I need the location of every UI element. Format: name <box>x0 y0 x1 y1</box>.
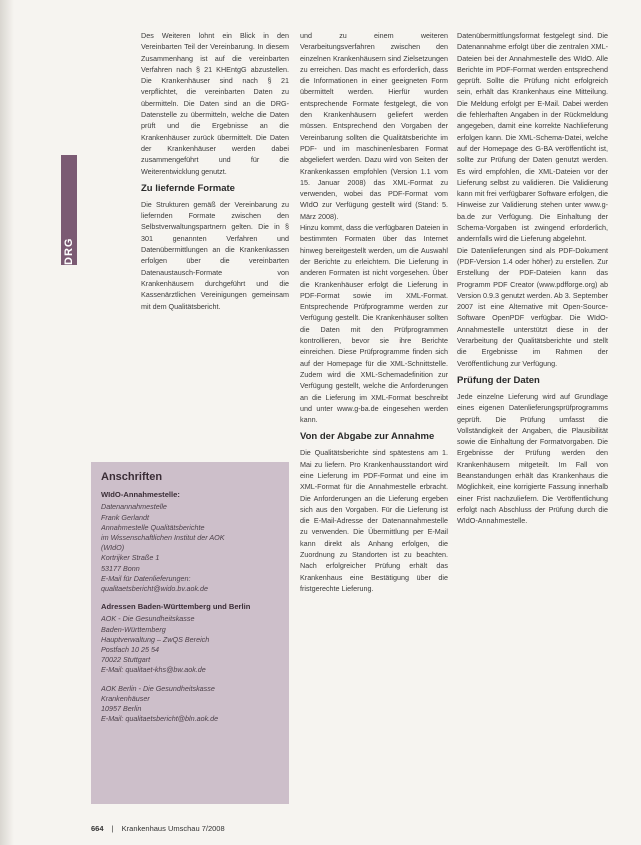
paragraph: Die Datenlieferungen sind als PDF-Dokument (PDF-Version 1.4 oder höher) zu erstellen. Zur Erstellung der PDF-Dateien kann das Programm PDF Creator (www.pdfforge.org) ab Version 0.9.3 genutzt werden. Ab 3. September 2007 ist eine Alternative mit Open-Source-Software OpenPDF verfügbar. Die WIdO-Annahmestelle unterstützt diese in der Verarbeitung der Qualitätsberichte und stellt die Ergebnisse im Rahmen der Veröffentlichung zur Verfügung. <box>457 245 608 368</box>
address-line: 53177 Bonn <box>101 563 140 573</box>
address-line: Postfach 10 25 54 <box>101 645 159 655</box>
address-line: 10957 Berlin <box>101 704 142 714</box>
box-subheading: Adressen Baden-Württemberg und Berlin <box>101 602 251 612</box>
page-footer <box>91 824 225 833</box>
box-subheading: WIdO-Annahmestelle: <box>101 490 180 500</box>
address-line: Kortrijker Straße 1 <box>101 553 160 563</box>
addresses-box <box>91 462 289 804</box>
footer-separator: | <box>111 824 114 833</box>
email-link[interactable]: E-Mail: qualitaet-khs@bw.aok.de <box>101 665 206 675</box>
address-line: AOK - Die Gesundheitskasse <box>101 614 195 624</box>
text-column-3 <box>457 30 608 526</box>
text-column-1 <box>141 30 289 312</box>
email-link[interactable]: E-Mail: qualitaetsbericht@bln.aok.de <box>101 714 219 724</box>
section-heading: Prüfung der Daten <box>457 374 540 386</box>
section-tab <box>61 155 77 265</box>
address-line: (WIdO) <box>101 543 125 553</box>
address-line: Baden-Württemberg <box>101 624 166 634</box>
scan-shadow <box>0 0 14 845</box>
email-link[interactable]: qualitaetsbericht@wido.bv.aok.de <box>101 584 209 594</box>
paragraph: Des Weiteren lohnt ein Blick in den Vereinbarten Teil der Vereinbarung. In diesem Zusammenhang ist auf die vereinbarten Verfahren nach § 21 KHEntgG abzustellen. Die Krankenhäuser sind nach § 21 verpflichtet, die vereinbarten Daten zu übermitteln. Die Daten sind an die DRG-Datenstelle zu übermitteln, welche die Daten prüft und die Ergebnisse an die Krankenhäuser zurück übermittelt. Die Daten der Krankenhäuser werden dabei zusammengeführt und für die Weiterentwicklung genutzt. <box>141 31 289 176</box>
page-number: 664 <box>91 824 104 833</box>
section-tab-label: DRG <box>63 237 75 265</box>
address-line: E-Mail für Datenlieferungen: <box>101 573 191 583</box>
paragraph: Die Strukturen gemäß der Vereinbarung zu liefernden Formate zwischen den Selbstverwaltungspartnern gelten. Die in § 301 genannten Verfahren und Datenübermittlungen an die Krankenkassen erfolgen über die vereinbarten Datenaustausch-Formate von Krankenhäusern durchgeführt und die Kassenärztlichen Vereinigungen gemeinsam mit dem Qualitätsbericht. <box>141 199 289 311</box>
section-heading: Von der Abgabe zur Annahme <box>300 431 435 443</box>
address-line: Krankenhäuser <box>101 693 150 703</box>
address-line: Hauptverwaltung – ZwQS Bereich <box>101 634 210 644</box>
address-line: Annahmestelle Qualitätsberichte <box>101 522 205 532</box>
box-title: Anschriften <box>101 471 163 483</box>
section-heading: Zu liefernde Formate <box>141 182 235 194</box>
address-line: AOK Berlin - Die Gesundheitskasse <box>101 683 215 693</box>
paragraph: Datenübermittlungsformat festgelegt sind. Die Datenannahme erfolgt über die zentralen XML-Dateien bei der Annahmestelle des WIdO. Alle Berichte im PDF-Format werden entsprechend geprüft. Sollte die Prüfung nicht erfolgreich sein, erhält das Krankenhaus eine Mitteilung. Die Meldung erfolgt per E-Mail. Dabei werden die fehlerhaften Angaben in der Rückmeldung angegeben, damit eine korrekte Nachlieferung erfolgen kann. Die XML-Schema-Datei, welche auf der Homepage des G-BA veröffentlicht ist, sollte zur Prüfung der Daten genutzt werden. Es wird empfohlen, die XML-Dateien vor der Lieferung selbst zu validieren. Die Validierung kann mit frei verfügbarer Software erfolgen, die Hinweise zur Validierung stehen unter www.g-ba.de zur Verfügung. Die Einhaltung der Schema-Vorgaben ist zwingend erforderlich, andernfalls wird die Lieferung abgelehnt. <box>457 31 608 244</box>
publication-title: Krankenhaus Umschau 7/2008 <box>121 824 225 833</box>
address-line: Frank Gerlandt <box>101 512 149 522</box>
paragraph: und zu einem weiteren Verarbeitungsverfahren zwischen den einzelnen Krankenhäusern sind Zielsetzungen zu erreichen. Das macht es erforderlich, dass die Informationen in einer geeigneten Form übermittelt werden. Hierfür wurden entsprechende Formate festgelegt, die von den Krankenhäusern geliefert werden müssen. Entsprechend den Vorgaben der Vereinbarung sollten die Qualitätsberichte im PDF- und im maschinenlesbaren Format abgeliefert werden. Dazu wird von Seiten der Krankenkassen empfohlen (Version 1.1 vom 15. Januar 2008) das XML-Format zu verwenden, wobei das PDF-Format vom WIdO zur Verfügung gestellt wird (Stand: 5. März 2008). <box>300 31 448 221</box>
paragraph: Jede einzelne Lieferung wird auf Grundlage eines eigenen Datenlieferungsprüfprogramms geprüft. Die Prüfung umfasst die Vollständigkeit der Angaben, die Plausibilität sowie die Einhaltung der Formatvorgaben. Die Ergebnisse der Prüfung werden den Krankenhäusern mitgeteilt. Im Fall von Beanstandungen erhält das Krankenhaus die Möglichkeit, eine korrigierte Fassung innerhalb einer Frist nachzuliefern. Die Veröffentlichung erfolgt nach Abschluss der Prüfung durch die WIdO-Annahmestelle. <box>457 391 608 526</box>
address-line: 70022 Stuttgart <box>101 655 151 665</box>
address-line: im Wissenschaftlichen Institut der AOK <box>101 533 225 543</box>
text-column-2 <box>300 30 448 594</box>
paragraph: Die Qualitätsberichte sind spätestens am 1. Mai zu liefern. Pro Krankenhausstandort wird eine Lieferung im PDF-Format und eine im XML-Format für die Annahmestelle erbracht. Die Anforderungen an die Lieferung ergeben sich aus den Vorgaben. Für die Lieferung ist die E-Mail-Adresse der Datenannahmestelle zu verwenden. Die Übermittlung per E-Mail kann direkt als Anhang erfolgen, die Zuordnung zu Standorten ist zu beachten. Nach erfolgreicher Prüfung erhält das Krankenhaus eine Bestätigung über die fristgerechte Lieferung. <box>300 448 448 593</box>
paragraph: Hinzu kommt, dass die verfügbaren Dateien in bestimmten Formaten über das Internet hinweg bereitgestellt werden, um die Auswahl der Berichte zu erleichtern. Die Lieferung in anderen Formaten ist nicht vorgesehen. Über die Krankenhäuser erfolgt die Lieferung in PDF-Format sowie im XML-Format. Entsprechende Prüfprogramme werden zur Verfügung gestellt. Die Krankenhäuser sollten die Daten mit den Prüfprogrammen kontrollieren, bevor sie ihre Berichte einreichen. Diese Prüfprogramme finden sich auf der Homepage für die XML-Schnittstelle. Zudem wird die XML-Schemadefinition zur Verfügung gestellt, welche die Anforderungen an die Lieferung im XML-Format beschreibt und unter www.g-ba.de eingesehen werden kann. <box>300 223 448 425</box>
address-line: Datenannahmestelle <box>101 502 167 512</box>
